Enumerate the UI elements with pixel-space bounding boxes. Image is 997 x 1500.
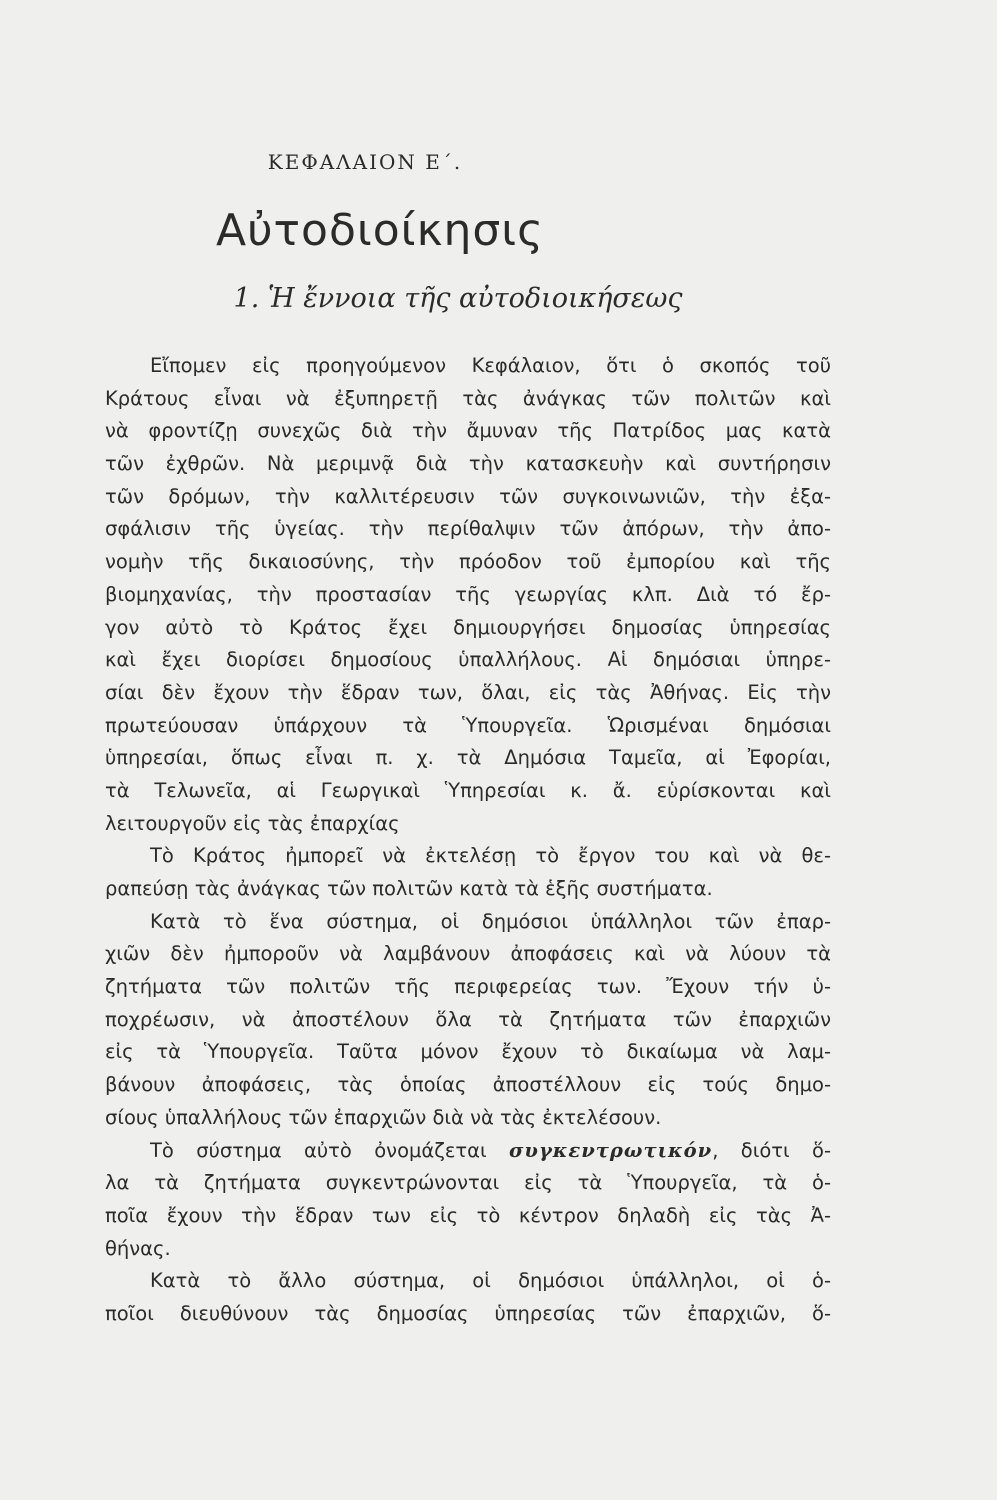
text-line: σφάλισιν τῆς ὑγείας. τὴν περίθαλψιν τῶν ἀπόρων, τὴν ἀπο- [105, 517, 831, 541]
text-line: εἰς τὰ Ὑπουργεῖα. Ταῦτα μόνον ἔχουν τὸ δικαίωμα νὰ λαμ- [105, 1040, 831, 1064]
text-line: πρωτεύουσαν ὑπάρχουν τὰ Ὑπουργεῖα. Ὡρισμέναι δημόσιαι [105, 713, 831, 737]
text-line: ὑπηρεσίαι, ὅπως εἶναι π. χ. τὰ Δημόσια Ταμεῖα, αἱ Ἐφορίαι, [105, 746, 831, 770]
text-line: σίαι δὲν ἔχουν τὴν ἕδραν των, ὅλαι, εἰς τὰς Ἀθήνας. Εἰς τὴν [105, 680, 831, 704]
text-segment: Τὸ σύστημα αὐτὸ ὀνομάζεται [150, 1138, 510, 1162]
text-line: ραπεύσῃ τὰς ἀνάγκας τῶν πολιτῶν κατὰ τὰ ἑξῆς συστήματα. [105, 877, 713, 900]
text-line: γον αὐτὸ τὸ Κράτος ἔχει δημιουργήσει δημοσίας ὑπηρεσίας [105, 615, 831, 639]
text-line: Εἴπομεν εἰς προηγούμενον Κεφάλαιον, ὅτι ὁ σκοπός τοῦ [150, 354, 831, 377]
text-line: Κατὰ τὸ ἄλλο σύστημα, οἱ δημόσιοι ὑπάλληλοι, οἱ ὁ- [150, 1269, 831, 1293]
text-line: χιῶν δὲν ἠμποροῦν νὰ λαμβάνουν ἀποφάσεις καὶ νὰ λύουν τὰ [105, 942, 831, 966]
body-text [105, 350, 831, 1331]
text-line: νομὴν τῆς δικαιοσύνης, τὴν πρόοδον τοῦ ἐμπορίου καὶ τῆς [105, 550, 831, 574]
text-line: τῶν δρόμων, τὴν καλλιτέρευσιν τῶν συγκοινωνιῶν, τὴν ἐξα- [105, 484, 831, 508]
text-line: Κράτους εἶναι νὰ ἐξυπηρετῇ τὰς ἀνάγκας τῶν πολιτῶν καὶ [105, 386, 831, 410]
text-line: ζητήματα τῶν πολιτῶν τῆς περιφερείας των. Ἔχουν τήν ὑ- [105, 975, 831, 999]
text-line: ποῖα ἔχουν τὴν ἕδραν των εἰς τὸ κέντρον δηλαδὴ εἰς τὰς Ἀ- [105, 1203, 831, 1227]
text-line: θήνας. [105, 1236, 171, 1260]
text-line: νὰ φροντίζῃ συνεχῶς διὰ τὴν ἄμυναν τῆς Πατρίδος μας κατὰ [105, 419, 831, 443]
text-line: ποῖοι διευθύνουν τὰς δημοσίας ὑπηρεσίας τῶν ἐπαρχιῶν, ὅ- [105, 1301, 831, 1325]
emphasized-term: συγκεντρωτικόν [509, 1138, 713, 1162]
text-line: λειτουργοῦν εἰς τὰς ἐπαρχίας [105, 811, 400, 835]
text-line: σίους ὑπαλλήλους τῶν ἐπαρχιῶν διὰ νὰ τὰς ἐκτελέσουν. [105, 1105, 662, 1129]
chapter-heading: ΚΕΦΑΛΑΙΟΝ Ε΄. [267, 150, 463, 174]
text-line: καὶ ἔχει διορίσει δημοσίους ὑπαλλήλους. Αἱ δημόσιαι ὑπηρε- [105, 648, 831, 672]
text-line: λα τὰ ζητήματα συγκεντρώνονται εἰς τὰ Ὑπουργεῖα, τὰ ὁ- [105, 1171, 831, 1195]
text-line: ποχρέωσιν, νὰ ἀποστέλουν ὅλα τὰ ζητήματα τῶν ἐπαρχιῶν [105, 1007, 831, 1031]
text-line: Κατὰ τὸ ἕνα σύστημα, οἱ δημόσιοι ὑπάλληλοι τῶν ἐπαρ- [150, 909, 831, 933]
text-line: βιομηχανίας, τὴν προστασίαν τῆς γεωργίας κλπ. Διὰ τό ἔρ- [105, 582, 831, 606]
page-title: Αὐτοδιοίκησις [215, 205, 544, 256]
text-line [105, 1135, 831, 1168]
section-heading: 1. Ἡ ἔννοια τῆς αὐτοδιοικήσεως [233, 283, 683, 314]
text-line: Τὸ Κράτος ἠμπορεῖ νὰ ἐκτελέσῃ τὸ ἔργον του καὶ νὰ θε- [150, 844, 831, 868]
text-line: τὰ Τελωνεῖα, αἱ Γεωργικαὶ Ὑπηρεσίαι κ. ἄ. εὑρίσκονται καὶ [105, 778, 831, 802]
text-segment: , διότι ὅ- [712, 1138, 831, 1162]
text-line: τῶν ἐχθρῶν. Νὰ μεριμνᾷ διὰ τὴν κατασκευὴν καὶ συντήρησιν [105, 452, 831, 476]
text-line: βάνουν ἀποφάσεις, τὰς ὁποίας ἀποστέλλουν εἰς τούς δημο- [105, 1073, 831, 1097]
